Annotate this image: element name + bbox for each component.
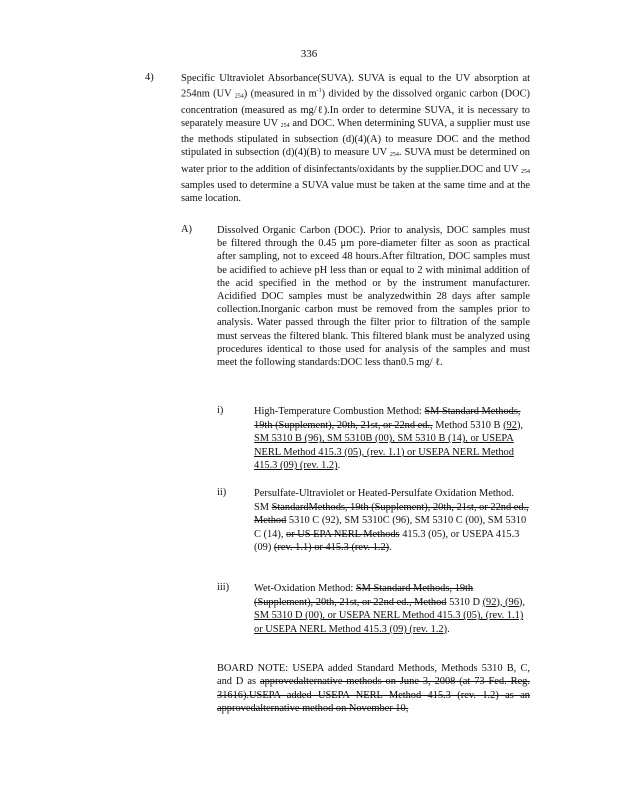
page-number: 336 bbox=[300, 48, 318, 60]
item-i-combustion-method: High-Temperature Combustion Method: SM Standard Methods, 19th (Supplement), 20th, 21st, or 22nd ed., Method 5310 B (92), SM 5310 B (96), SM 5310B (00), SM 5310 B (14), or USEPA NERL Method 415.3 (05), (rev. 1.1) or USEPA NERL Method 415.3 (09) (rev. 1.2). bbox=[254, 406, 524, 472]
item-4-suva-paragraph: Specific Ultraviolet Absorbance(SUVA). SUVA is equal to the UV absorption at 254nm (UV $_{254}$) (measured in $m^{-1}$) divided by the dissolved organic carbon (DOC) concentration (measured as mg/ℓ).In order to determine SUVA, it is necessary to separately measure UV $_{254}$ and DOC. When determining SUVA, a supplier must use the methods stipulated in subsection (d)(4)(A) to measure DOC and the method stipulated in subsection (d)(4)(B) to measure UV $_{254}$. SUVA must be determined on water prior to the addition of disinfectants/oxidants by the supplier.DOC and UV $_{254}$ samples used to determine a SUVA value must be taken at the same time and at the same location. bbox=[181, 73, 530, 205]
item-a-label: A) bbox=[181, 224, 192, 235]
board-note: BOARD NOTE: USEPA added Standard Methods, Methods 5310 B, C, and D as approvedalternative methods on June 3, 2008 (at 73 Fed. Reg. 31616).USEPA added USEPA NERL Method 415.3 (rev. 1.2) as an approvedalternative method on November 10, bbox=[217, 663, 530, 715]
item-ii-persulfate-method: Persulfate-Ultraviolet or Heated-Persulfate Oxidation Method. SM StandardMethods, 19th (Supplement), 20th, 21st, or 22nd ed., Method 5310 C (92), SM 5310C (96), SM 5310 C (00), SM 5310 C (14), or US EPA NERL Methods 415.3 (05), or USEPA 415.3 (09) (rev. 1.1) or 415.3 (rev. 1.2). bbox=[254, 488, 529, 554]
item-4-label: 4) bbox=[145, 72, 154, 83]
item-a-doc-paragraph: Dissolved Organic Carbon (DOC). Prior to analysis, DOC samples must be filtered through the 0.45 μm pore-diameter filter as soon as practical after sampling, not to exceed 48 hours.After filtration, DOC samples must be acidified to achieve pH less than or equal to 2 with minimal addition of the acid specified in the method or by the instrument manufacturer. Acidified DOC samples must be analyzedwithin 28 days after sample collection.Inorganic carbon must be removed from the samples prior to analysis. Water passed through the filter prior to filtration of the sample must serveas the filtered blank. This filtered blank must be analyzed using procedures identical to those used for analysis of the samples and must meet the following standards:DOC less than0.5 mg/ ℓ. bbox=[217, 225, 530, 369]
item-i-label: i) bbox=[217, 405, 224, 416]
item-ii-label: ii) bbox=[217, 487, 227, 498]
item-iii-wet-oxidation-method: Wet-Oxidation Method: SM Standard Methods, 19th (Supplement), 20th, 21st, or 22nd ed., Method 5310 D (92), (96), SM 5310 D (00), or USEPA NERL Method 415.3 (05), (rev. 1.1) or USEPA NERL Method 415.3 (09) (rev. 1.2). bbox=[254, 583, 525, 635]
item-iii-label: iii) bbox=[217, 582, 230, 593]
